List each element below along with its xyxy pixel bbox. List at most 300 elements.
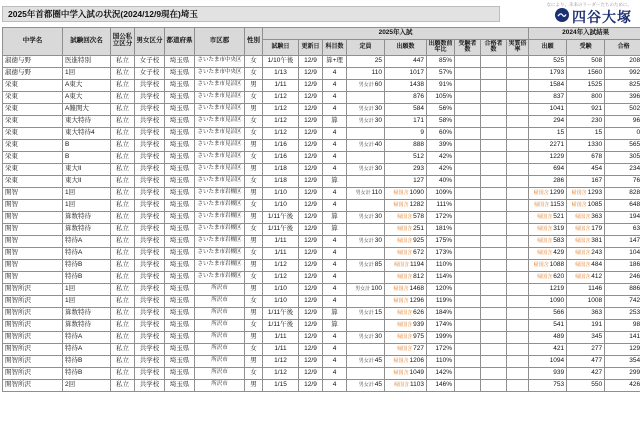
cell-establishment: 私立 [111, 187, 135, 199]
cell-capacity: 男女計30 [347, 211, 385, 223]
cell-sex: 女 [245, 295, 263, 307]
table-body [3, 55, 640, 391]
cell-capacity: 男女計40 [347, 139, 385, 151]
cell-ratio [507, 319, 529, 331]
cell-city: さいたま市見沼区 [195, 79, 245, 91]
cell-updated: 12/9 [299, 319, 323, 331]
cell-prefecture: 埼玉県 [165, 295, 195, 307]
col-header-yoy: 出願数前年比 [428, 41, 453, 54]
cell-updated: 12/9 [299, 163, 323, 175]
cell-prefecture: 埼玉県 [165, 247, 195, 259]
cell-exam-date: 1/11午後 [263, 307, 299, 319]
cell-sex: 男 [245, 307, 263, 319]
cell-subjects: 算+理 [323, 55, 347, 67]
cell-updated: 12/9 [299, 343, 323, 355]
cell-school: 開智所沢 [3, 319, 63, 331]
cell-ratio [507, 79, 529, 91]
cell-yoy: 120% [427, 283, 455, 295]
cell-passers [481, 115, 507, 127]
cell-subjects: 4 [323, 187, 347, 199]
cell-passers [481, 247, 507, 259]
cell-capacity: 男女計30 [347, 235, 385, 247]
cell-applications: 帰国含672 [385, 247, 427, 259]
cell-city: 所沢市 [195, 283, 245, 295]
cell-exam-date: 1/16 [263, 151, 299, 163]
cell-exam-date: 1/11午後 [263, 223, 299, 235]
cell-prefecture: 埼玉県 [165, 163, 195, 175]
cell-subjects: 4 [323, 379, 347, 391]
cell-capacity: 男女計60 [347, 79, 385, 91]
cell-examinees [455, 235, 481, 247]
cell-exam: 特待B [63, 355, 111, 367]
cell-capacity [347, 295, 385, 307]
cell-applications: 帰国含1468 [385, 283, 427, 295]
cell-examinees [455, 163, 481, 175]
cell-gender-division: 共学校 [135, 151, 165, 163]
cell-prefecture: 埼玉県 [165, 223, 195, 235]
cell-subjects: 4 [323, 79, 347, 91]
cell-ratio [507, 67, 529, 79]
cell-school: 開智 [3, 187, 63, 199]
cell-ratio [507, 199, 529, 211]
cell-updated: 12/9 [299, 175, 323, 187]
cell-establishment: 私立 [111, 91, 135, 103]
cell-passers [481, 319, 507, 331]
cell-school: 開智 [3, 199, 63, 211]
cell-establishment: 私立 [111, 115, 135, 127]
cell-exam: B [63, 139, 111, 151]
cell-prev-applications: 帰国含429 [529, 247, 567, 259]
cell-ratio [507, 115, 529, 127]
cell-updated: 12/9 [299, 247, 323, 259]
cell-prev-examinees: 15 [567, 127, 605, 139]
cell-prev-applications: 帰国含521 [529, 211, 567, 223]
cell-school: 開智所沢 [3, 331, 63, 343]
cell-yoy: 85% [427, 55, 455, 67]
cell-ratio [507, 55, 529, 67]
cell-prefecture: 埼玉県 [165, 175, 195, 187]
cell-capacity: 男女計100 [347, 283, 385, 295]
cell-prefecture: 埼玉県 [165, 355, 195, 367]
cell-examinees [455, 103, 481, 115]
cell-prefecture: 埼玉県 [165, 235, 195, 247]
cell-school: 栄東 [3, 127, 63, 139]
cell-establishment: 私立 [111, 295, 135, 307]
cell-prev-applications: 1584 [529, 79, 567, 91]
cell-prev-passers: 354 [605, 355, 640, 367]
cell-exam: 特待B [63, 271, 111, 283]
cell-sex: 女 [245, 91, 263, 103]
cell-prev-passers: 141 [605, 331, 640, 343]
cell-capacity [347, 343, 385, 355]
cell-capacity: 110 [347, 67, 385, 79]
cell-gender-division: 共学校 [135, 247, 165, 259]
cell-establishment: 私立 [111, 307, 135, 319]
cell-examinees [455, 319, 481, 331]
cell-prefecture: 埼玉県 [165, 199, 195, 211]
cell-capacity: 男女計30 [347, 115, 385, 127]
cell-prev-examinees: 帰国含484 [567, 259, 605, 271]
cell-examinees [455, 91, 481, 103]
table-row [3, 283, 640, 295]
cell-examinees [455, 79, 481, 91]
cell-passers [481, 235, 507, 247]
cell-examinees [455, 379, 481, 391]
cell-exam: A東大 [63, 91, 111, 103]
cell-prev-applications: 帰国含1088 [529, 259, 567, 271]
cell-subjects: 4 [323, 343, 347, 355]
cell-passers [481, 259, 507, 271]
cell-prefecture: 埼玉県 [165, 211, 195, 223]
cell-city: さいたま市見沼区 [195, 127, 245, 139]
cell-passers [481, 343, 507, 355]
cell-exam: 1回 [63, 67, 111, 79]
cell-sex: 女 [245, 271, 263, 283]
cell-yoy: 119% [427, 295, 455, 307]
cell-city: 所沢市 [195, 307, 245, 319]
cell-city: 所沢市 [195, 355, 245, 367]
cell-passers [481, 163, 507, 175]
cell-sex: 男 [245, 79, 263, 91]
cell-capacity [347, 271, 385, 283]
cell-examinees [455, 259, 481, 271]
cell-gender-division: 共学校 [135, 379, 165, 391]
cell-yoy: 91% [427, 79, 455, 91]
cell-exam-date: 1/11 [263, 235, 299, 247]
cell-examinees [455, 115, 481, 127]
cell-ratio [507, 355, 529, 367]
table-row [3, 259, 640, 271]
cell-exam-date: 1/12 [263, 367, 299, 379]
cell-prev-passers: 992 [605, 67, 640, 79]
cell-capacity: 男女計15 [347, 307, 385, 319]
cell-prev-passers: 129 [605, 343, 640, 355]
cell-exam: 特待B [63, 367, 111, 379]
cell-prev-examinees: 帰国含412 [567, 271, 605, 283]
cell-establishment: 私立 [111, 55, 135, 67]
cell-city: 所沢市 [195, 343, 245, 355]
cell-city: さいたま市岩槻区 [195, 187, 245, 199]
table-row [3, 307, 640, 319]
col-header-gender-division: 男女区分 [135, 28, 165, 56]
cell-prev-passers: 63 [605, 223, 640, 235]
cell-applications: 帰国含1194 [385, 259, 427, 271]
cell-updated: 12/9 [299, 223, 323, 235]
cell-exam-date: 1/18 [263, 163, 299, 175]
table-row [3, 319, 640, 331]
cell-school: 栄東 [3, 91, 63, 103]
cell-prefecture: 埼玉県 [165, 367, 195, 379]
cell-prev-applications: 286 [529, 175, 567, 187]
cell-updated: 12/9 [299, 91, 323, 103]
cell-examinees [455, 139, 481, 151]
cell-establishment: 私立 [111, 379, 135, 391]
cell-ratio [507, 223, 529, 235]
cell-sex: 女 [245, 151, 263, 163]
cell-subjects: 4 [323, 355, 347, 367]
cell-establishment: 私立 [111, 223, 135, 235]
cell-prev-examinees: 1560 [567, 67, 605, 79]
cell-prev-applications: 489 [529, 331, 567, 343]
cell-subjects: 4 [323, 199, 347, 211]
col-header-ratio: 実質倍率 [507, 40, 529, 56]
cell-prev-examinees: 230 [567, 115, 605, 127]
cell-prev-applications: 421 [529, 343, 567, 355]
cell-ratio [507, 151, 529, 163]
cell-yoy: 173% [427, 247, 455, 259]
table-row [3, 295, 640, 307]
cell-sex: 女 [245, 343, 263, 355]
cell-updated: 12/9 [299, 187, 323, 199]
cell-passers [481, 331, 507, 343]
cell-gender-division: 共学校 [135, 259, 165, 271]
cell-exam-date: 1/12 [263, 259, 299, 271]
cell-yoy: 57% [427, 67, 455, 79]
cell-subjects: 4 [323, 67, 347, 79]
cell-prev-examinees: 800 [567, 91, 605, 103]
cell-exam-date: 1/11 [263, 247, 299, 259]
cell-exam-date: 1/11 [263, 79, 299, 91]
cell-city: さいたま市岩槻区 [195, 223, 245, 235]
cell-prev-examinees: 550 [567, 379, 605, 391]
cell-capacity [347, 175, 385, 187]
cell-sex: 女 [245, 67, 263, 79]
cell-prev-passers: 742 [605, 295, 640, 307]
cell-ratio [507, 163, 529, 175]
cell-updated: 12/9 [299, 103, 323, 115]
cell-exam: 1回 [63, 199, 111, 211]
cell-city: さいたま市見沼区 [195, 175, 245, 187]
cell-sex: 女 [245, 127, 263, 139]
cell-applications: 447 [385, 55, 427, 67]
cell-exam-date: 1/11午後 [263, 211, 299, 223]
cell-applications: 帰国含1090 [385, 187, 427, 199]
cell-prefecture: 埼玉県 [165, 67, 195, 79]
cell-school: 開智所沢 [3, 283, 63, 295]
table-row [3, 103, 640, 115]
cell-capacity [347, 247, 385, 259]
cell-school: 開智所沢 [3, 295, 63, 307]
cell-applications: 帰国含939 [385, 319, 427, 331]
cell-exam-date: 1/10 [263, 199, 299, 211]
cell-city: さいたま市岩槻区 [195, 199, 245, 211]
cell-prev-applications: 1793 [529, 67, 567, 79]
cell-exam: 東大特待 [63, 115, 111, 127]
cell-passers [481, 139, 507, 151]
cell-prev-examinees: 帰国含179 [567, 223, 605, 235]
cell-exam: 東大II [63, 163, 111, 175]
cell-applications: 帰国含812 [385, 271, 427, 283]
cell-updated: 12/9 [299, 235, 323, 247]
cell-prev-examinees: 508 [567, 55, 605, 67]
cell-school: 開智 [3, 223, 63, 235]
cell-prefecture: 埼玉県 [165, 151, 195, 163]
cell-establishment: 私立 [111, 343, 135, 355]
cell-prev-examinees: 427 [567, 367, 605, 379]
cell-updated: 12/9 [299, 367, 323, 379]
cell-gender-division: 共学校 [135, 295, 165, 307]
cell-prefecture: 埼玉県 [165, 343, 195, 355]
cell-yoy: 110% [427, 355, 455, 367]
table-header [3, 28, 640, 56]
cell-prefecture: 埼玉県 [165, 79, 195, 91]
cell-subjects: 4 [323, 259, 347, 271]
cell-subjects: 算 [323, 319, 347, 331]
cell-prev-examinees: 1146 [567, 283, 605, 295]
cell-updated: 12/9 [299, 67, 323, 79]
cell-school: 開智 [3, 247, 63, 259]
cell-applications: 876 [385, 91, 427, 103]
cell-exam: A東大 [63, 79, 111, 91]
cell-sex: 男 [245, 211, 263, 223]
cell-capacity: 男女計45 [347, 379, 385, 391]
cell-passers [481, 127, 507, 139]
table-row [3, 367, 640, 379]
cell-establishment: 私立 [111, 103, 135, 115]
table-row [3, 343, 640, 355]
cell-establishment: 私立 [111, 79, 135, 91]
cell-prev-applications: 1094 [529, 355, 567, 367]
cell-prev-applications: 帰国含620 [529, 271, 567, 283]
cell-school: 淑徳与野 [3, 67, 63, 79]
cell-capacity [347, 91, 385, 103]
cell-capacity: 男女計30 [347, 103, 385, 115]
cell-prev-passers: 565 [605, 139, 640, 151]
brand-tagline: なにより、未来のリーダーたちのために。 [546, 2, 632, 7]
cell-gender-division: 共学校 [135, 187, 165, 199]
table-row [3, 79, 640, 91]
cell-subjects: 4 [323, 295, 347, 307]
cell-subjects: 4 [323, 139, 347, 151]
band-2024: 2024年入試結果 [529, 28, 640, 40]
cell-applications: 1017 [385, 67, 427, 79]
cell-prev-examinees: 678 [567, 151, 605, 163]
cell-prev-passers: 305 [605, 151, 640, 163]
cell-gender-division: 共学校 [135, 79, 165, 91]
cell-city: さいたま市中央区 [195, 67, 245, 79]
cell-prev-applications: 2271 [529, 139, 567, 151]
cell-prefecture: 埼玉県 [165, 259, 195, 271]
cell-prev-applications: 566 [529, 307, 567, 319]
cell-ratio [507, 259, 529, 271]
cell-yoy: 114% [427, 271, 455, 283]
cell-applications: 帰国含727 [385, 343, 427, 355]
cell-prev-applications: 1229 [529, 151, 567, 163]
cell-prefecture: 埼玉県 [165, 187, 195, 199]
cell-prefecture: 埼玉県 [165, 115, 195, 127]
cell-subjects: 4 [323, 103, 347, 115]
cell-ratio [507, 187, 529, 199]
cell-examinees [455, 367, 481, 379]
table-row [3, 247, 640, 259]
cell-exam-date: 1/12 [263, 103, 299, 115]
cell-prev-examinees: 帰国含243 [567, 247, 605, 259]
cell-sex: 男 [245, 235, 263, 247]
cell-subjects: 4 [323, 367, 347, 379]
table-row [3, 331, 640, 343]
cell-prev-passers: 396 [605, 91, 640, 103]
cell-examinees [455, 223, 481, 235]
cell-exam-date: 1/11 [263, 343, 299, 355]
cell-exam: 特待A [63, 331, 111, 343]
cell-subjects: 4 [323, 247, 347, 259]
cell-gender-division: 女子校 [135, 55, 165, 67]
cell-prefecture: 埼玉県 [165, 55, 195, 67]
cell-prev-applications: 帰国含583 [529, 235, 567, 247]
cell-capacity [347, 367, 385, 379]
cell-passers [481, 55, 507, 67]
cell-subjects: 4 [323, 283, 347, 295]
band-2025: 2025年入試 [263, 28, 529, 40]
cell-examinees [455, 151, 481, 163]
cell-subjects: 4 [323, 91, 347, 103]
cell-prev-applications: 525 [529, 55, 567, 67]
cell-examinees [455, 331, 481, 343]
cell-prev-applications: 帰国含1153 [529, 199, 567, 211]
cell-sex: 女 [245, 55, 263, 67]
cell-capacity [347, 127, 385, 139]
cell-passers [481, 199, 507, 211]
cell-yoy: 42% [427, 163, 455, 175]
cell-gender-division: 女子校 [135, 67, 165, 79]
cell-subjects: 算 [323, 307, 347, 319]
cell-yoy: 199% [427, 331, 455, 343]
cell-updated: 12/9 [299, 271, 323, 283]
table-row [3, 115, 640, 127]
cell-prev-applications: 753 [529, 379, 567, 391]
cell-prev-passers: 246 [605, 271, 640, 283]
cell-examinees [455, 211, 481, 223]
table-row [3, 91, 640, 103]
cell-applications: 帰国含578 [385, 211, 427, 223]
cell-ratio [507, 211, 529, 223]
cell-exam: B [63, 151, 111, 163]
cell-school: 開智所沢 [3, 367, 63, 379]
admissions-table [2, 27, 640, 392]
cell-ratio [507, 283, 529, 295]
cell-school: 栄東 [3, 163, 63, 175]
cell-ratio [507, 175, 529, 187]
cell-yoy: 110% [427, 259, 455, 271]
cell-gender-division: 共学校 [135, 163, 165, 175]
cell-updated: 12/9 [299, 355, 323, 367]
cell-ratio [507, 247, 529, 259]
cell-subjects: 算 [323, 115, 347, 127]
cell-passers [481, 223, 507, 235]
cell-updated: 12/9 [299, 211, 323, 223]
col-header-school: 中学名 [3, 28, 63, 56]
cell-gender-division: 共学校 [135, 271, 165, 283]
cell-gender-division: 共学校 [135, 139, 165, 151]
cell-establishment: 私立 [111, 259, 135, 271]
cell-examinees [455, 67, 481, 79]
cell-sex: 男 [245, 187, 263, 199]
cell-school: 開智所沢 [3, 307, 63, 319]
cell-exam: 算数特待 [63, 211, 111, 223]
cell-city: さいたま市岩槻区 [195, 271, 245, 283]
cell-exam-date: 1/13 [263, 67, 299, 79]
cell-ratio [507, 295, 529, 307]
cell-applications: 1438 [385, 79, 427, 91]
cell-yoy: 184% [427, 307, 455, 319]
cell-prev-applications: 帰国含319 [529, 223, 567, 235]
cell-exam: 特待A [63, 235, 111, 247]
cell-sex: 女 [245, 199, 263, 211]
cell-school: 栄東 [3, 103, 63, 115]
title-bar [0, 0, 640, 27]
cell-city: 所沢市 [195, 367, 245, 379]
table-row [3, 127, 640, 139]
